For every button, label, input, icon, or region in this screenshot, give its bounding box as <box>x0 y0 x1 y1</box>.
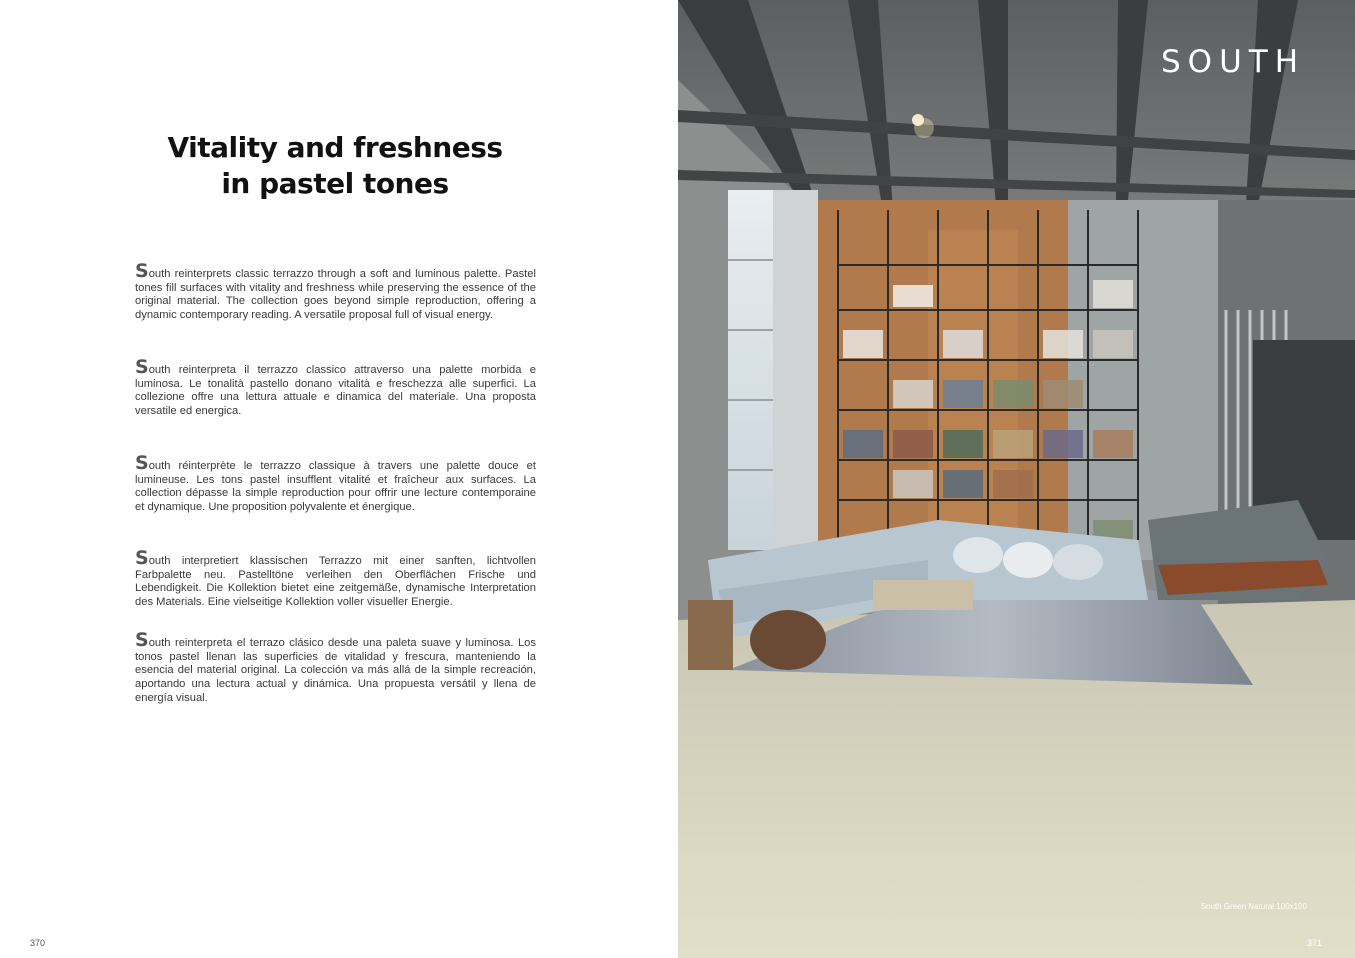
photo-caption: South Green Natural 100x100 <box>1200 902 1307 911</box>
ceiling-light <box>914 118 934 138</box>
paragraph-text: outh reinterprets classic terrazzo through a soft and luminous palette. Pastel tones fill surfaces with vitality and freshness while preserving the essence of the original material. The collection goes beyond simple reproduction, offering a dynamic contemporary reading. A versatile proposal full of visual energy. <box>135 268 536 322</box>
wood-basket <box>750 610 826 670</box>
cushion <box>953 537 1003 573</box>
page-number-right: 371 <box>1306 938 1322 948</box>
drop-cap: S <box>135 547 149 569</box>
interior-photo <box>678 0 1355 958</box>
paragraph-spanish <box>135 629 536 706</box>
paragraph-french <box>135 452 536 515</box>
paragraph-english <box>135 260 536 323</box>
page-title <box>135 130 535 202</box>
cushion <box>1003 542 1053 578</box>
pallet-table <box>873 580 973 610</box>
page-number-left: 370 <box>30 938 46 948</box>
paragraph-text: outh réinterprète le terrazzo classique à travers une palette douce et lumineuse. Les tons pastel insufflent vitalité et fraîcheur aux surfaces. La collection dépasse la simple reproduction pour offrir une lecture contemporaine et dynamique. Une proposition polyvalente et énergique. <box>135 460 536 514</box>
drop-cap: S <box>135 452 149 474</box>
window <box>728 190 773 550</box>
brand-logo: SOUTH <box>1160 44 1305 80</box>
cushion <box>1053 544 1103 580</box>
drop-cap: S <box>135 260 149 282</box>
title-line-2: in pastel tones <box>221 167 449 200</box>
window-pillar <box>773 190 818 560</box>
drop-cap: S <box>135 356 149 378</box>
paragraph-italian <box>135 356 536 419</box>
paragraph-text: outh interpretiert klassischen Terrazzo mit einer sanften, lichtvollen Farbpalette neu. Pastelltöne verleihen den Oberflächen Frische und Lebendigkeit. Die Kollektion bietet eine zeitgemäße, dynamische Interpretation des Materials. Eine vielseitige Kollektion voller visueller Energie. <box>135 555 536 609</box>
paragraph-german <box>135 547 536 610</box>
drop-cap: S <box>135 629 149 651</box>
paragraph-text: outh reinterpreta il terrazzo classico attraverso una palette morbida e luminosa. Le tonalità pastello donano vitalità e freschezza alle superfici. La collezione offre una lettura attuale e dinamica del materiale. Una proposta versatile ed energica. <box>135 364 536 418</box>
right-page <box>678 0 1355 958</box>
concrete-wall-right <box>1068 200 1218 560</box>
title-line-1: Vitality and freshness <box>167 131 503 164</box>
firewood <box>688 600 733 670</box>
paragraph-text: outh reinterpreta el terrazo clásico desde una paleta suave y luminosa. Los tonos pastel llenan las superficies de vitalidad y frescura, manteniendo la esencia del material original. La colección va más allá de la simple recreación, aportando una lectura actual y dinámica. Una propuesta versátil y llena de energía visual. <box>135 637 536 704</box>
